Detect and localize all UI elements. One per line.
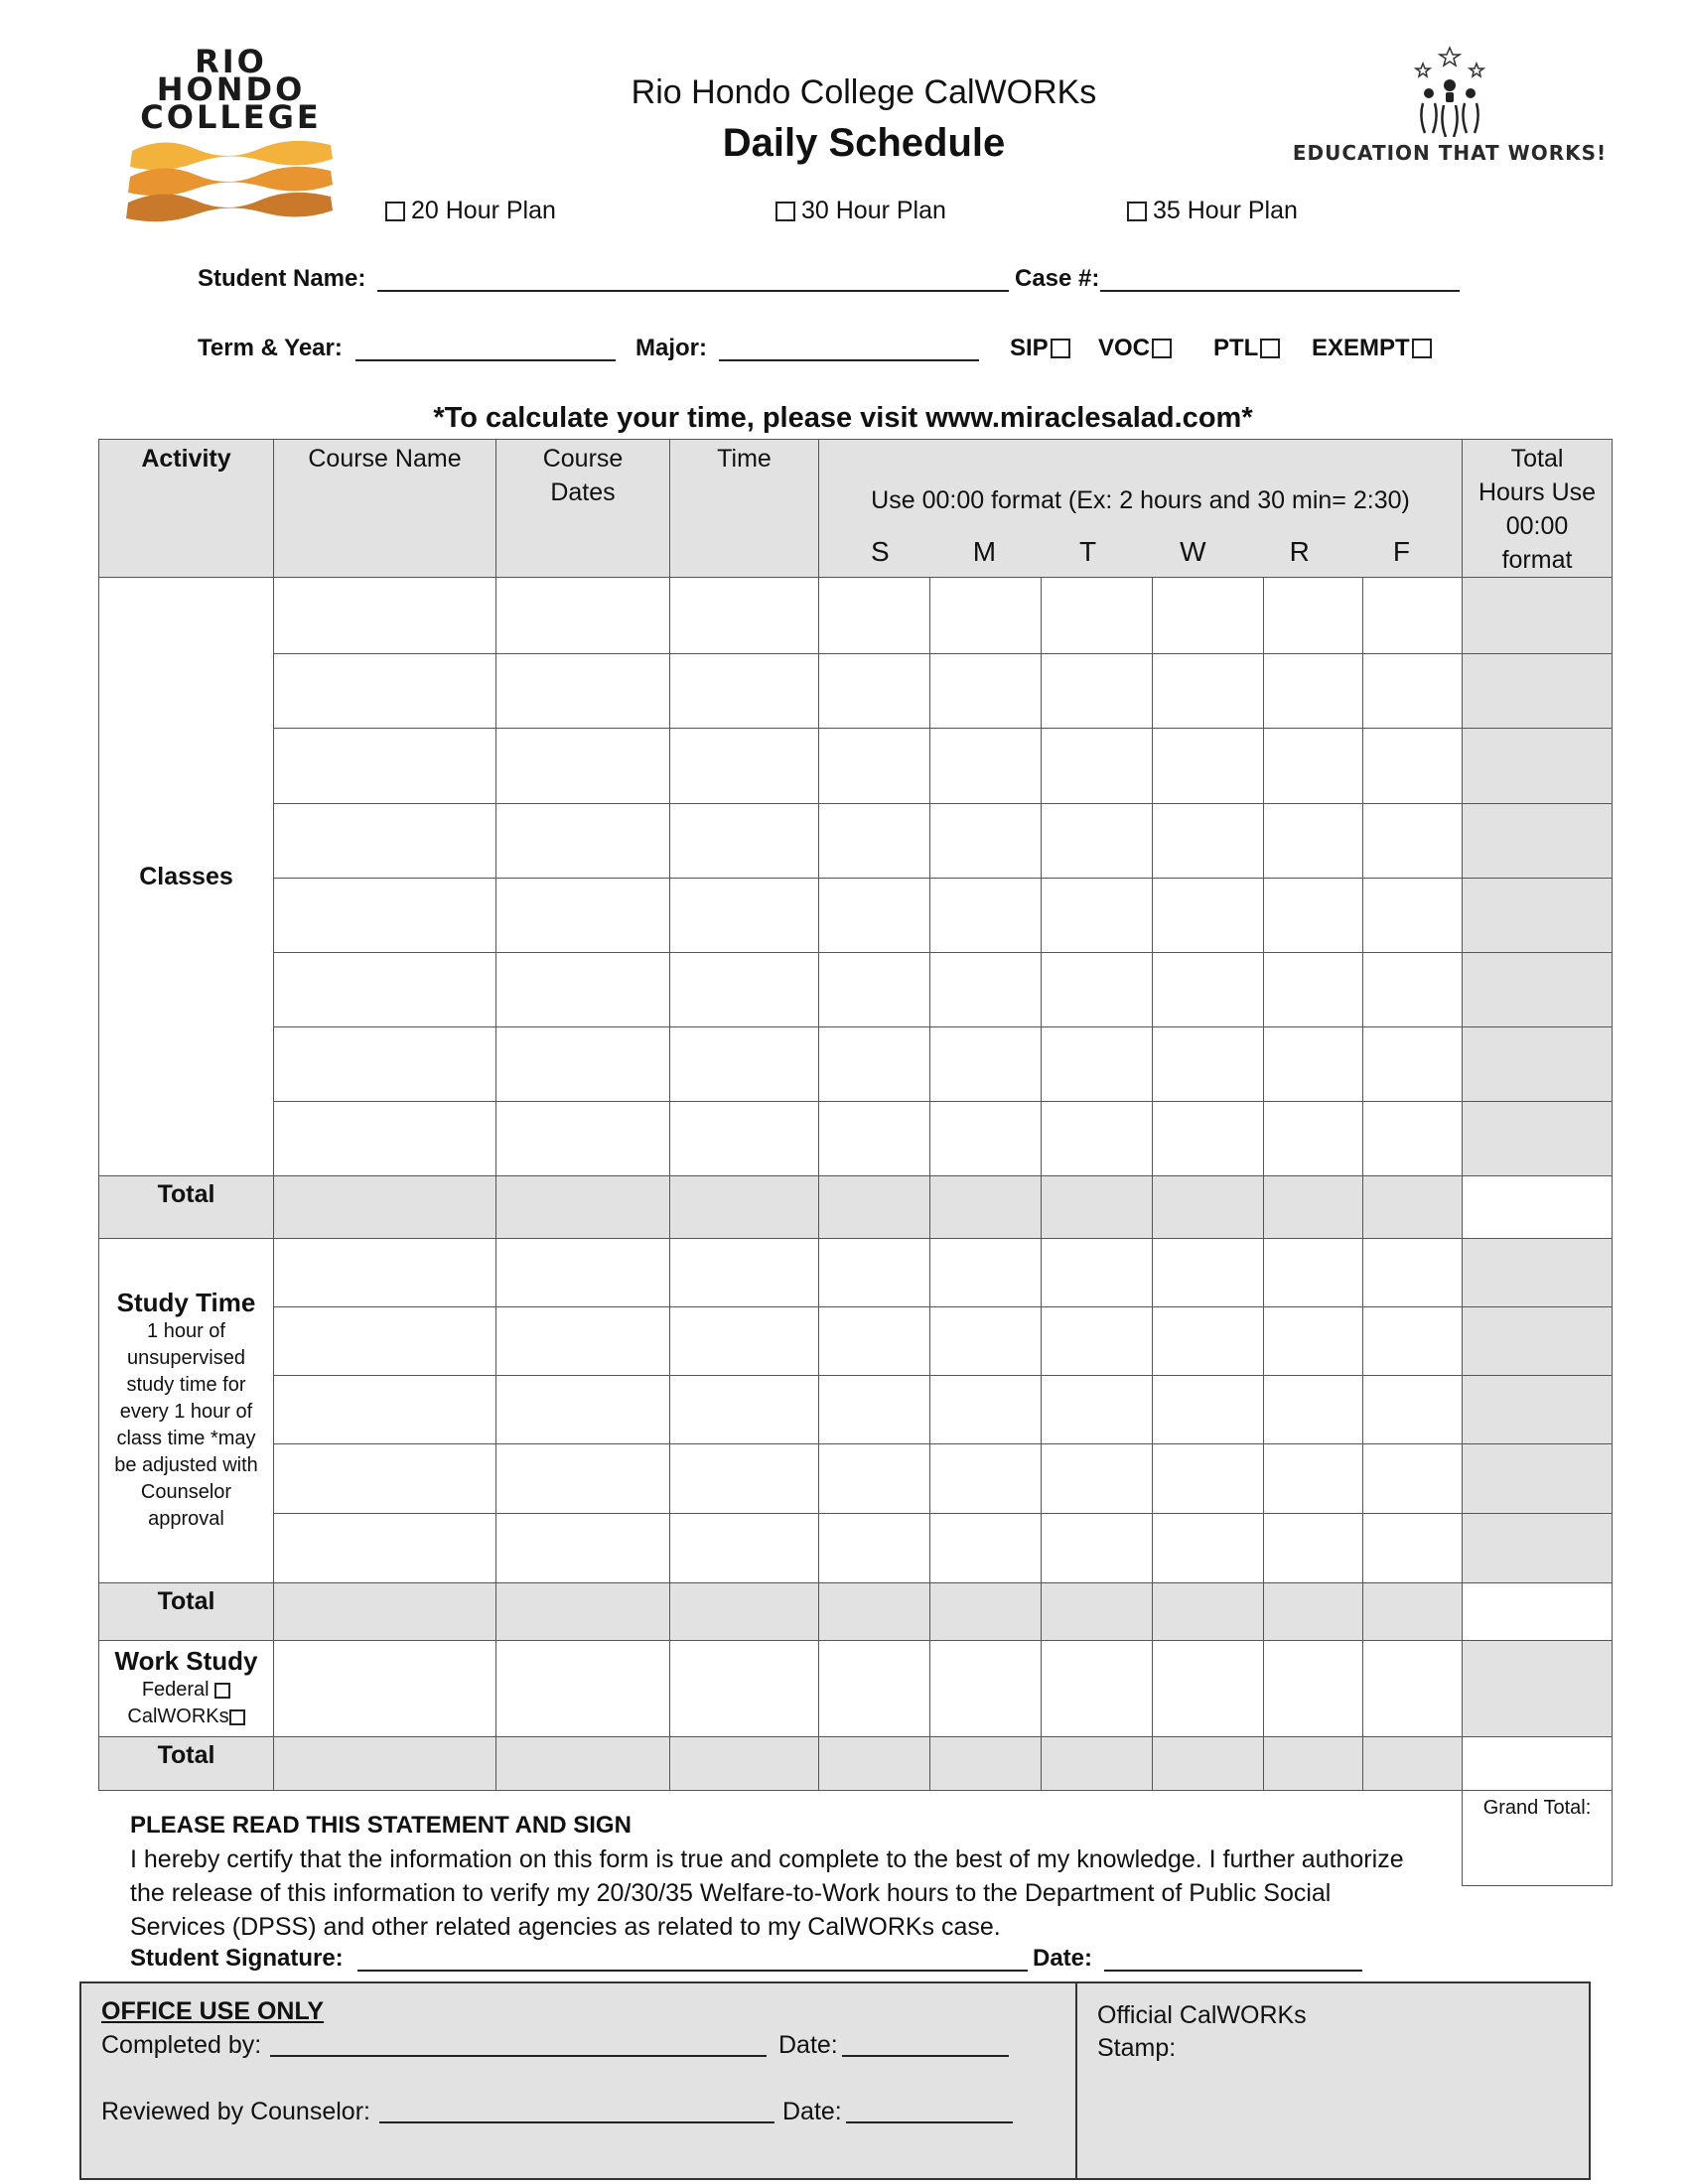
plan-20-checkbox[interactable] — [385, 202, 405, 221]
work-study-input-cell[interactable] — [496, 1640, 670, 1736]
plan-20[interactable] — [385, 197, 556, 225]
header-course-dates: Course Dates — [496, 440, 670, 578]
calworks-label: CalWORKs — [127, 1706, 229, 1728]
class-cell[interactable] — [1363, 952, 1463, 1026]
class-cell[interactable] — [819, 952, 930, 1026]
class-cell[interactable] — [819, 654, 930, 729]
class-total-hours-cell[interactable] — [1463, 878, 1613, 952]
class-cell[interactable] — [1042, 578, 1153, 654]
class-cell[interactable] — [496, 803, 670, 878]
plan-20-label: 20 Hour Plan — [411, 197, 556, 224]
class-cell[interactable] — [670, 578, 819, 654]
class-cell[interactable] — [1363, 729, 1463, 803]
class-total-hours-cell[interactable] — [1463, 729, 1613, 803]
work-study-input-cell[interactable] — [1363, 1640, 1463, 1736]
class-cell[interactable] — [1363, 654, 1463, 729]
class-cell[interactable] — [274, 1101, 496, 1175]
class-cell[interactable] — [496, 952, 670, 1026]
study-cell[interactable] — [274, 1239, 496, 1307]
class-cell[interactable] — [496, 1026, 670, 1101]
federal-label: Federal — [141, 1679, 210, 1702]
work-study-calworks-option[interactable] — [99, 1704, 273, 1730]
study-time-note: 1 hour of unsupervised study time for every 1 hour of class time *may be adjusted with Counselor approval — [114, 1320, 258, 1531]
study-cell[interactable] — [274, 1376, 496, 1444]
study-total-hours-cell[interactable] — [1463, 1376, 1613, 1444]
class-cell[interactable] — [1153, 952, 1264, 1026]
statement-title: PLEASE READ THIS STATEMENT AND SIGN — [130, 1812, 632, 1839]
day-w: W — [1180, 536, 1206, 568]
class-cell[interactable] — [930, 654, 1042, 729]
study-cell[interactable] — [670, 1444, 819, 1513]
study-total-cell[interactable] — [1042, 1582, 1153, 1640]
plan-30[interactable] — [775, 197, 946, 225]
study-cell[interactable] — [1153, 1444, 1264, 1513]
study-cell[interactable] — [496, 1376, 670, 1444]
class-cell[interactable] — [930, 1026, 1042, 1101]
class-cell[interactable] — [1264, 803, 1363, 878]
signature-date-label: Date: — [1033, 1945, 1093, 1972]
signature-date-field[interactable] — [1104, 1948, 1362, 1972]
study-cell[interactable] — [274, 1513, 496, 1582]
class-cell[interactable] — [819, 878, 930, 952]
study-cell[interactable] — [1363, 1376, 1463, 1444]
work-study-total-cell[interactable] — [1153, 1736, 1264, 1790]
class-cell[interactable] — [670, 1101, 819, 1175]
day-s: S — [871, 536, 890, 568]
class-cell[interactable] — [496, 654, 670, 729]
study-cell[interactable] — [930, 1513, 1042, 1582]
class-cell[interactable] — [274, 578, 496, 654]
major-label: Major: — [635, 335, 707, 361]
study-cell[interactable] — [1264, 1444, 1363, 1513]
class-cell[interactable] — [1042, 1101, 1153, 1175]
header-format-note: Use 00:00 format (Ex: 2 hours and 30 min= 2:30) — [871, 486, 1410, 515]
program-logo — [1291, 42, 1609, 171]
plan-30-checkbox[interactable] — [775, 202, 795, 221]
study-total-hours-cell[interactable] — [1463, 1513, 1613, 1582]
study-cell[interactable] — [1363, 1513, 1463, 1582]
exempt-option[interactable] — [1312, 335, 1432, 362]
work-study-federal-option[interactable] — [99, 1677, 273, 1704]
day-r: R — [1289, 536, 1310, 568]
study-cell[interactable] — [1264, 1239, 1363, 1307]
form-subtitle: Daily Schedule — [722, 121, 1006, 165]
study-cell[interactable] — [930, 1376, 1042, 1444]
work-study-total-cell[interactable] — [670, 1736, 819, 1790]
study-cell[interactable] — [1363, 1444, 1463, 1513]
class-cell[interactable] — [496, 578, 670, 654]
stamp-label-line-2: Stamp: — [1097, 2034, 1177, 2062]
reviewed-date-label: Date: — [782, 2098, 842, 2125]
class-cell[interactable] — [1264, 878, 1363, 952]
grand-total-box[interactable] — [1462, 1790, 1613, 1886]
class-cell[interactable] — [1264, 654, 1363, 729]
class-cell[interactable] — [1153, 654, 1264, 729]
class-cell[interactable] — [496, 878, 670, 952]
class-total-hours-cell[interactable] — [1463, 1101, 1613, 1175]
work-study-total-cell[interactable] — [819, 1736, 930, 1790]
study-cell[interactable] — [1153, 1513, 1264, 1582]
study-cell[interactable] — [1042, 1307, 1153, 1376]
major-field[interactable] — [719, 338, 979, 361]
ptl-option[interactable] — [1213, 335, 1280, 362]
class-cell[interactable] — [1042, 1026, 1153, 1101]
work-study-input-cell[interactable] — [930, 1640, 1042, 1736]
study-cell[interactable] — [819, 1239, 930, 1307]
classes-total-hours-cell[interactable] — [1463, 1176, 1613, 1239]
study-cell[interactable] — [1153, 1307, 1264, 1376]
class-total-hours-cell[interactable] — [1463, 1026, 1613, 1101]
work-study-cell — [99, 1640, 274, 1736]
header-activity: Activity — [99, 440, 274, 578]
study-total-hours-total-cell[interactable] — [1463, 1582, 1613, 1640]
study-cell[interactable] — [819, 1376, 930, 1444]
study-cell[interactable] — [670, 1239, 819, 1307]
wave-logo-icon — [124, 135, 338, 226]
study-total-cell[interactable] — [496, 1582, 670, 1640]
logo-line-2: HONDO — [156, 70, 306, 108]
completed-date-field[interactable] — [842, 2033, 1009, 2057]
header-days — [819, 440, 1463, 578]
class-cell[interactable] — [1153, 1026, 1264, 1101]
work-study-total-cell[interactable] — [1264, 1736, 1363, 1790]
class-cell[interactable] — [274, 729, 496, 803]
study-cell[interactable] — [1264, 1376, 1363, 1444]
class-cell[interactable] — [1363, 578, 1463, 654]
voc-checkbox[interactable] — [1152, 339, 1172, 358]
header-total-hours: Total Hours Use 00:00 format — [1463, 440, 1613, 578]
class-cell[interactable] — [1153, 578, 1264, 654]
college-logo — [124, 43, 338, 226]
class-cell[interactable] — [930, 952, 1042, 1026]
study-total-cell[interactable] — [1264, 1582, 1363, 1640]
study-total-hours-cell[interactable] — [1463, 1444, 1613, 1513]
study-total-hours-cell[interactable] — [1463, 1239, 1613, 1307]
stamp-label-line-1: Official CalWORKs — [1097, 2001, 1307, 2029]
header-day-row — [819, 535, 1462, 569]
class-cell[interactable] — [274, 878, 496, 952]
classes-total-cell[interactable] — [274, 1176, 496, 1239]
class-cell[interactable] — [1264, 1026, 1363, 1101]
study-cell[interactable] — [670, 1307, 819, 1376]
class-cell[interactable] — [930, 1101, 1042, 1175]
logo-tagline: EDUCATION THAT WORKS! — [1292, 141, 1608, 165]
header-time: Time — [670, 440, 819, 578]
class-cell[interactable] — [496, 1101, 670, 1175]
study-time-label: Study Time — [116, 1288, 256, 1318]
logo-line-3: COLLEGE — [140, 98, 322, 136]
study-cell[interactable] — [1042, 1376, 1153, 1444]
office-use-box — [79, 1981, 1591, 2180]
class-cell[interactable] — [670, 729, 819, 803]
class-cell[interactable] — [496, 729, 670, 803]
classes-total-label: Total — [99, 1176, 274, 1239]
statement-body: I hereby certify that the information on this form is true and complete to the best of my knowledge. I further authorize the release of this information to verify my 20/30/35 Welfare-to-Work hours to the Department of Public Social Services (DPSS) and other related agencies as related to my CalWORKs case. — [130, 1845, 1404, 1941]
student-name-label: Student Name: — [198, 265, 366, 292]
federal-checkbox[interactable] — [214, 1683, 230, 1699]
term-year-field[interactable] — [355, 338, 616, 361]
study-cell[interactable] — [1153, 1376, 1264, 1444]
class-cell[interactable] — [1363, 1101, 1463, 1175]
sip-option[interactable] — [1010, 335, 1070, 362]
study-cell[interactable] — [1042, 1239, 1153, 1307]
study-cell[interactable] — [274, 1307, 496, 1376]
work-study-total-cell[interactable] — [274, 1736, 496, 1790]
exempt-checkbox[interactable] — [1412, 339, 1432, 358]
work-study-total-cell[interactable] — [930, 1736, 1042, 1790]
class-cell[interactable] — [1264, 578, 1363, 654]
completed-date-label: Date: — [778, 2031, 838, 2059]
study-cell[interactable] — [1153, 1239, 1264, 1307]
grand-total-label: Grand Total: — [1482, 1797, 1592, 1819]
plan-35-checkbox[interactable] — [1127, 202, 1147, 221]
logo-line-1: RIO — [195, 43, 267, 80]
class-cell[interactable] — [1264, 952, 1363, 1026]
classes-total-cell[interactable] — [1363, 1176, 1463, 1239]
calculate-notice: *To calculate your time, please visit www.miraclesalad.com* — [433, 402, 1253, 434]
people-stars-icon — [1395, 42, 1504, 137]
study-cell[interactable] — [1042, 1444, 1153, 1513]
day-t: T — [1079, 536, 1097, 568]
class-cell[interactable] — [670, 803, 819, 878]
class-cell[interactable] — [1042, 803, 1153, 878]
class-cell[interactable] — [930, 803, 1042, 878]
ptl-label: PTL — [1213, 335, 1259, 361]
study-total-cell[interactable] — [274, 1582, 496, 1640]
reviewed-date-field[interactable] — [846, 2100, 1013, 2123]
class-cell[interactable] — [819, 803, 930, 878]
reviewed-by-field[interactable] — [379, 2100, 774, 2123]
class-total-hours-cell[interactable] — [1463, 803, 1613, 878]
study-cell[interactable] — [274, 1444, 496, 1513]
completed-by-label: Completed by: — [101, 2031, 262, 2059]
class-cell[interactable] — [1042, 654, 1153, 729]
class-cell[interactable] — [274, 654, 496, 729]
class-total-hours-cell[interactable] — [1463, 952, 1613, 1026]
class-total-hours-cell[interactable] — [1463, 654, 1613, 729]
voc-option[interactable] — [1098, 335, 1172, 362]
stamp-area — [1075, 1983, 1591, 2178]
day-m: M — [972, 536, 997, 568]
work-study-input-cell[interactable] — [274, 1640, 496, 1736]
class-cell[interactable] — [819, 1026, 930, 1101]
class-cell[interactable] — [1153, 803, 1264, 878]
form-title: Rio Hondo College CalWORKs — [631, 73, 1097, 111]
class-cell[interactable] — [274, 1026, 496, 1101]
class-cell[interactable] — [1153, 729, 1264, 803]
class-cell[interactable] — [1042, 878, 1153, 952]
study-cell[interactable] — [670, 1376, 819, 1444]
work-study-total-hours-total-cell[interactable] — [1463, 1736, 1613, 1790]
case-number-label: Case #: — [1015, 265, 1100, 292]
signature-label: Student Signature: — [130, 1945, 344, 1972]
office-use-title: OFFICE USE ONLY — [101, 1997, 325, 2025]
class-cell[interactable] — [670, 952, 819, 1026]
class-cell[interactable] — [1153, 1101, 1264, 1175]
exempt-label: EXEMPT — [1312, 335, 1410, 361]
class-cell[interactable] — [930, 578, 1042, 654]
student-name-field[interactable] — [377, 268, 1009, 292]
voc-label: VOC — [1098, 335, 1151, 361]
study-cell[interactable] — [496, 1444, 670, 1513]
class-cell[interactable] — [1042, 729, 1153, 803]
work-study-input-cell[interactable] — [1042, 1640, 1153, 1736]
study-time-cell — [99, 1239, 274, 1582]
header-course-name: Course Name — [274, 440, 496, 578]
work-study-total-label: Total — [99, 1736, 274, 1790]
study-total-hours-cell[interactable] — [1463, 1307, 1613, 1376]
work-study-total-cell[interactable] — [1042, 1736, 1153, 1790]
class-cell[interactable] — [819, 578, 930, 654]
class-total-hours-cell[interactable] — [1463, 578, 1613, 654]
class-cell[interactable] — [274, 952, 496, 1026]
class-cell[interactable] — [1363, 878, 1463, 952]
study-total-cell[interactable] — [1363, 1582, 1463, 1640]
class-cell[interactable] — [670, 654, 819, 729]
study-total-cell[interactable] — [670, 1582, 819, 1640]
work-study-input-cell[interactable] — [819, 1640, 930, 1736]
study-cell[interactable] — [819, 1307, 930, 1376]
classes-total-cell[interactable] — [930, 1176, 1042, 1239]
case-number-field[interactable] — [1100, 268, 1460, 292]
classes-total-cell[interactable] — [496, 1176, 670, 1239]
class-cell[interactable] — [930, 878, 1042, 952]
study-total-cell[interactable] — [1153, 1582, 1264, 1640]
work-study-total-cell[interactable] — [496, 1736, 670, 1790]
work-study-total-cell[interactable] — [1363, 1736, 1463, 1790]
class-cell[interactable] — [1264, 729, 1363, 803]
study-cell[interactable] — [930, 1307, 1042, 1376]
day-f: F — [1392, 536, 1410, 568]
work-study-total-hours-cell[interactable] — [1463, 1640, 1613, 1736]
study-cell[interactable] — [496, 1239, 670, 1307]
classes-total-cell[interactable] — [1153, 1176, 1264, 1239]
classes-label: Classes — [99, 578, 274, 1176]
plan-30-label: 30 Hour Plan — [801, 197, 946, 224]
work-study-input-cell[interactable] — [670, 1640, 819, 1736]
study-cell[interactable] — [496, 1513, 670, 1582]
class-cell[interactable] — [930, 729, 1042, 803]
study-cell[interactable] — [930, 1444, 1042, 1513]
plan-35-label: 35 Hour Plan — [1153, 197, 1298, 224]
classes-total-cell[interactable] — [1264, 1176, 1363, 1239]
class-cell[interactable] — [670, 1026, 819, 1101]
work-study-label: Work Study — [114, 1646, 258, 1677]
completed-by-field[interactable] — [270, 2033, 767, 2057]
study-cell[interactable] — [819, 1513, 930, 1582]
study-cell[interactable] — [1264, 1307, 1363, 1376]
classes-total-cell[interactable] — [819, 1176, 930, 1239]
study-total-cell[interactable] — [819, 1582, 930, 1640]
study-cell[interactable] — [819, 1444, 930, 1513]
class-cell[interactable] — [1363, 803, 1463, 878]
study-cell[interactable] — [1363, 1239, 1463, 1307]
sip-label: SIP — [1010, 335, 1049, 361]
class-cell[interactable] — [819, 729, 930, 803]
signature-field[interactable] — [357, 1948, 1028, 1972]
class-cell[interactable] — [1363, 1026, 1463, 1101]
study-cell[interactable] — [1363, 1307, 1463, 1376]
study-cell[interactable] — [496, 1307, 670, 1376]
class-cell[interactable] — [819, 1101, 930, 1175]
class-cell[interactable] — [670, 878, 819, 952]
class-cell[interactable] — [1264, 1101, 1363, 1175]
schedule-table — [98, 439, 1613, 1791]
work-study-input-cell[interactable] — [1153, 1640, 1264, 1736]
study-cell[interactable] — [670, 1513, 819, 1582]
reviewed-by-label: Reviewed by Counselor: — [101, 2098, 370, 2125]
classes-total-cell[interactable] — [1042, 1176, 1153, 1239]
term-year-label: Term & Year: — [198, 335, 343, 361]
study-cell[interactable] — [930, 1239, 1042, 1307]
work-study-input-cell[interactable] — [1264, 1640, 1363, 1736]
study-total-label: Total — [99, 1582, 274, 1640]
study-total-cell[interactable] — [930, 1582, 1042, 1640]
study-cell[interactable] — [1264, 1513, 1363, 1582]
class-cell[interactable] — [274, 803, 496, 878]
study-cell[interactable] — [1042, 1513, 1153, 1582]
class-cell[interactable] — [1153, 878, 1264, 952]
calworks-checkbox[interactable] — [229, 1709, 245, 1725]
plan-35[interactable] — [1127, 197, 1298, 225]
ptl-checkbox[interactable] — [1260, 339, 1280, 358]
sip-checkbox[interactable] — [1051, 339, 1070, 358]
classes-total-cell[interactable] — [670, 1176, 819, 1239]
class-cell[interactable] — [1042, 952, 1153, 1026]
